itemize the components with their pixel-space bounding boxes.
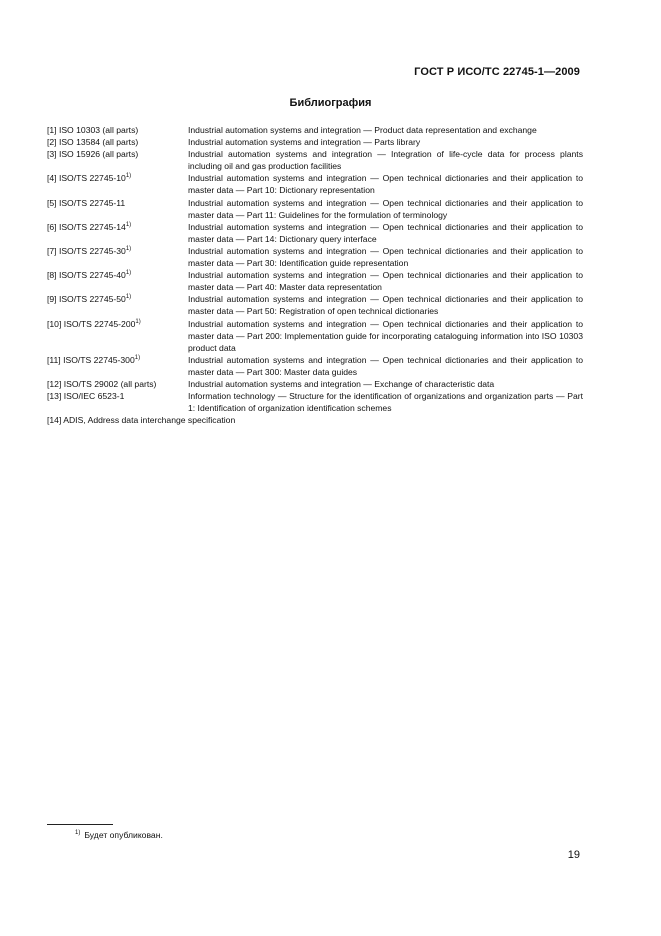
bibliography-list: [47, 124, 583, 426]
entry-reference: [3] ISO 15926 (all parts): [47, 149, 139, 160]
entry-text: Industrial automation systems and integration — Open technical dictionaries and their application to master data — Part 10: Dictionary representation: [188, 173, 583, 196]
section-title: Библиография: [289, 97, 372, 109]
entry-reference: [4] ISO/TS 22745-10$^{1)}$: [47, 173, 132, 184]
entry-reference: [14] ADIS, Address data interchange specification: [47, 415, 236, 426]
bibliography-entry: [47, 197, 583, 221]
footnote-text: Будет опубликован.: [84, 830, 163, 840]
entry-text: Industrial automation systems and integration — Open technical dictionaries and their application to master data — Part 11: Guidelines for the formulation of terminology: [188, 197, 583, 220]
entry-reference: [11] ISO/TS 22745-300$^{1)}$: [47, 354, 141, 365]
entry-reference: [2] ISO 13584 (all parts): [47, 137, 139, 148]
bibliography-entry: [47, 124, 583, 136]
bibliography-entry: [47, 354, 583, 378]
entry-reference: [10] ISO/TS 22745-200$^{1)}$: [47, 318, 141, 329]
entry-reference: [13] ISO/IEC 6523-1: [47, 391, 125, 402]
entry-reference: [5] ISO/TS 22745-11: [47, 197, 126, 208]
entry-reference: [1] ISO 10303 (all parts): [47, 125, 139, 135]
entry-text: Industrial automation systems and integration — Product data representation and exchange: [188, 125, 537, 135]
entry-text: [235, 414, 583, 426]
footnote-divider: [47, 824, 113, 825]
entry-text: Industrial automation systems and integration — Open technical dictionaries and their application to master data — Part 50: Registration of open technical dictionaries: [188, 294, 583, 317]
bibliography-entry: [47, 390, 583, 414]
entry-reference: [8] ISO/TS 22745-40$^{1)}$: [47, 270, 132, 281]
entry-reference: [6] ISO/TS 22745-14$^{1)}$: [47, 221, 132, 232]
bibliography-entry: [47, 245, 583, 269]
entry-text: Industrial automation systems and integration — Open technical dictionaries and their application to master data — Part 200: Implementation guide for incorporating cataloguing information into ISO 10303 product data: [188, 318, 583, 353]
bibliography-entry: [47, 136, 583, 148]
bibliography-entry: [47, 148, 583, 172]
bibliography-entry: [47, 172, 583, 196]
entry-text: Industrial automation systems and integration — Open technical dictionaries and their application to master data — Part 14: Dictionary query interface: [188, 221, 583, 244]
footnote-mark: 1): [75, 830, 81, 836]
entry-text: Industrial automation systems and integration — Parts library: [188, 137, 421, 148]
entry-reference: [9] ISO/TS 22745-50$^{1)}$: [47, 294, 132, 305]
document-header: ГОСТ Р ИСО/ТС 22745-1—2009: [414, 66, 580, 78]
entry-text: Industrial automation systems and integration — Exchange of characteristic data: [188, 378, 495, 389]
entry-reference: [7] ISO/TS 22745-30$^{1)}$: [47, 245, 132, 256]
bibliography-entry: [47, 293, 583, 317]
bibliography-entry: [47, 269, 583, 293]
entry-text: Industrial automation systems and integration — Open technical dictionaries and their application to master data — Part 300: Master data guides: [188, 354, 583, 377]
bibliography-entry: [47, 221, 583, 245]
footnote: [75, 830, 163, 840]
entry-text: Industrial automation systems and integration — Integration of life-cycle data for process plants including oil and gas production facilities: [188, 149, 583, 172]
bibliography-entry: [47, 414, 583, 426]
entry-reference: [12] ISO/TS 29002 (all parts): [47, 378, 157, 389]
page-number: 19: [567, 849, 580, 861]
entry-text: Industrial automation systems and integration — Open technical dictionaries and their application to master data — Part 40: Master data representation: [188, 270, 583, 293]
bibliography-entry: [47, 318, 583, 354]
entry-text: Information technology — Structure for the identification of organizations and organization parts — Part 1: Identification of organization identification schemes: [188, 391, 583, 414]
entry-text: Industrial automation systems and integration — Open technical dictionaries and their application to master data — Part 30: Identification guide representation: [188, 245, 583, 269]
bibliography-entry: [47, 378, 583, 390]
